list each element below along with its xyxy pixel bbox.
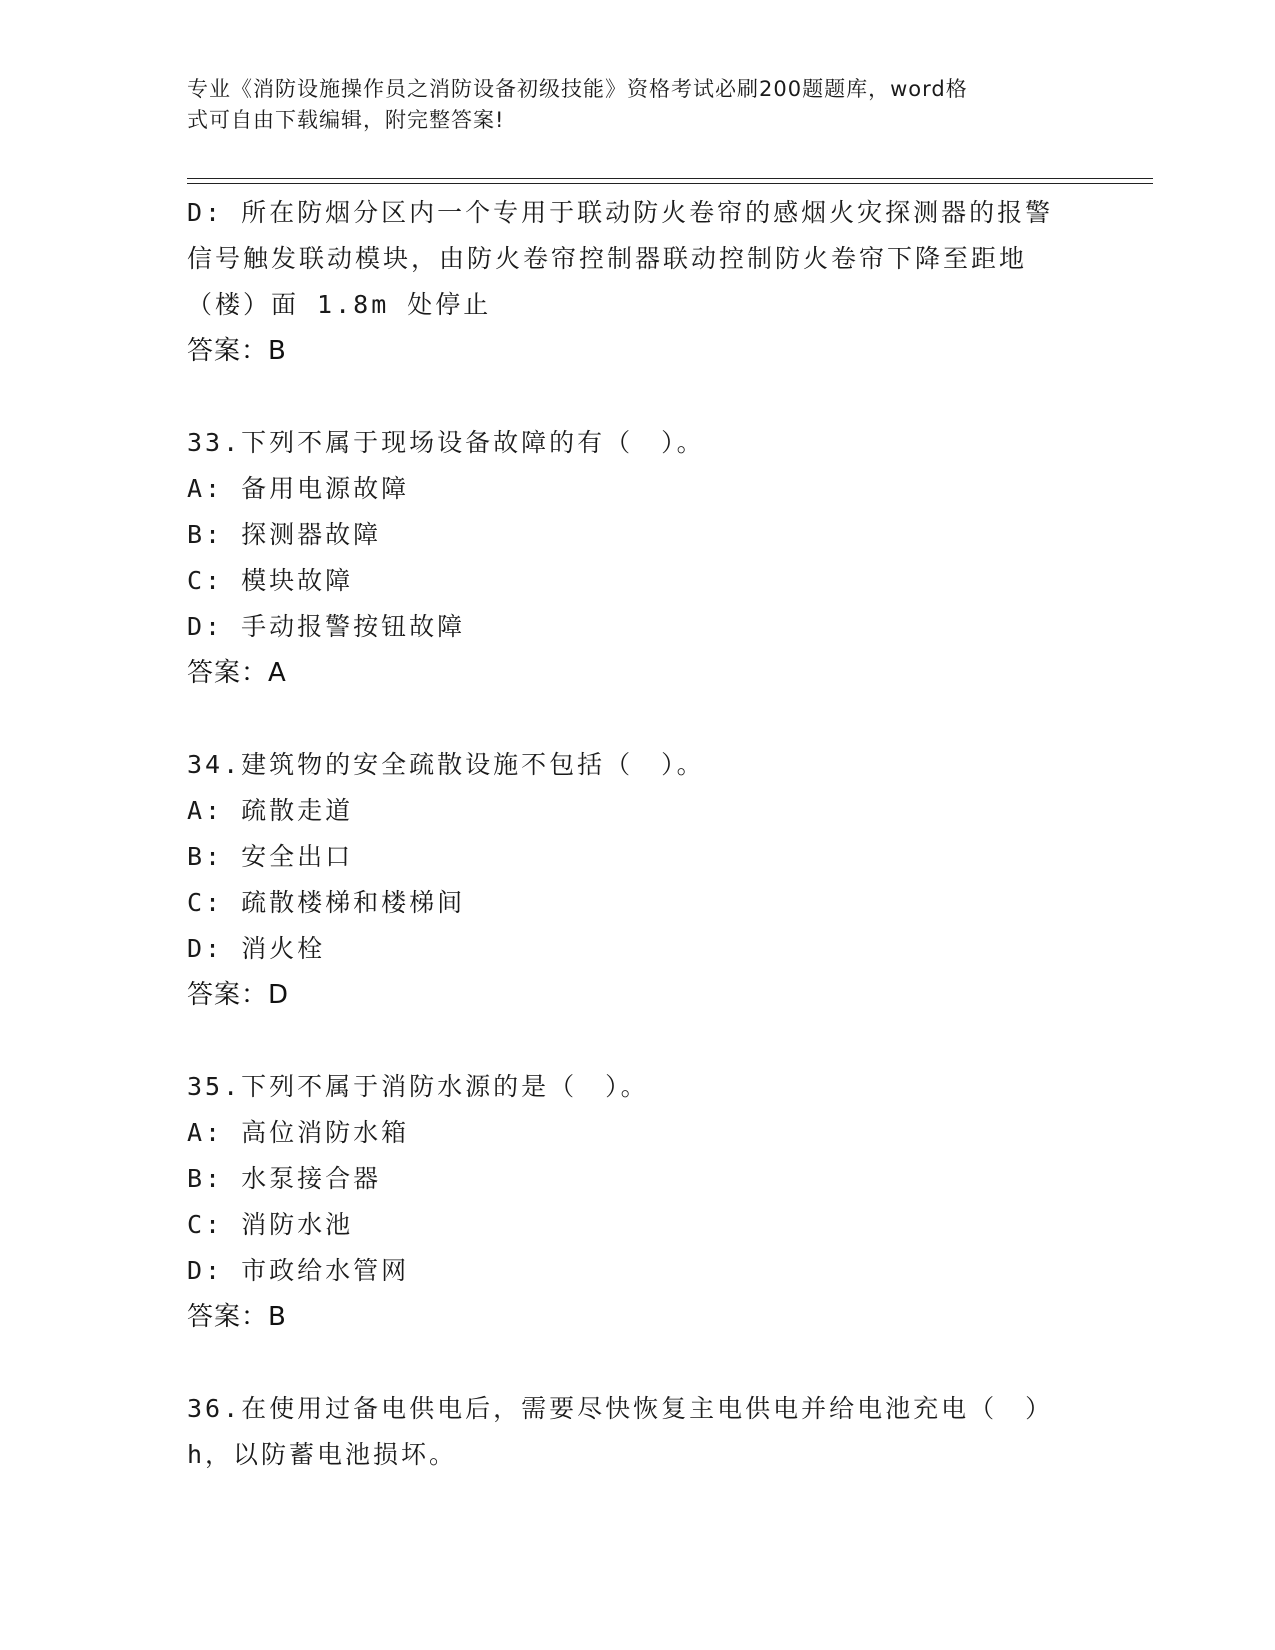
header-line-2: 式可自由下载编辑，附完整答案! [187,108,505,132]
option-d-continued: （楼）面 1.8m 处停止 [187,290,492,319]
document-header [187,74,1077,136]
option-d: D: 消火栓 [187,934,326,963]
spacer [187,374,1087,420]
option-a: A: 备用电源故障 [187,474,410,503]
option-a: A: 高位消防水箱 [187,1118,410,1147]
header-divider-bottom [187,183,1153,184]
header-line-1: 专业《消防设施操作员之消防设备初级技能》资格考试必刷200题题库，word格 [187,77,968,101]
spacer [187,1018,1087,1064]
answer-label: 答案：A [187,658,287,688]
option-a: A: 疏散走道 [187,796,354,825]
question-text: 34.建筑物的安全疏散设施不包括（ ）。 [187,750,705,779]
option-b: B: 安全出口 [187,842,354,871]
option-b: B: 探测器故障 [187,520,382,549]
header-divider-top [187,178,1153,179]
answer-label: 答案：B [187,1302,287,1332]
option-c: C: 模块故障 [187,566,354,595]
option-c: C: 疏散楼梯和楼梯间 [187,888,466,917]
option-c: C: 消防水池 [187,1210,354,1239]
answer-label: 答案：D [187,980,290,1010]
answer-label: 答案：B [187,336,287,366]
question-text: 33.下列不属于现场设备故障的有（ ）。 [187,428,705,457]
option-b: B: 水泵接合器 [187,1164,382,1193]
question-content [187,190,1087,1478]
question-34 [187,742,1087,1018]
option-d: D: 所在防烟分区内一个专用于联动防火卷帘的感烟火灾探测器的报警 [187,198,1054,227]
option-d: D: 市政给水管网 [187,1256,410,1285]
question-36 [187,1386,1087,1478]
question-32-tail [187,190,1087,374]
spacer [187,696,1087,742]
question-35 [187,1064,1087,1340]
question-text-continued: h，以防蓄电池损坏。 [187,1440,458,1469]
question-text: 36.在使用过备电供电后，需要尽快恢复主电供电并给电池充电（ ） [187,1394,1054,1423]
question-33 [187,420,1087,696]
option-d-continued: 信号触发联动模块，由防火卷帘控制器联动控制防火卷帘下降至距地 [187,244,1028,273]
option-d: D: 手动报警按钮故障 [187,612,466,641]
spacer [187,1340,1087,1386]
question-text: 35.下列不属于消防水源的是（ ）。 [187,1072,649,1101]
